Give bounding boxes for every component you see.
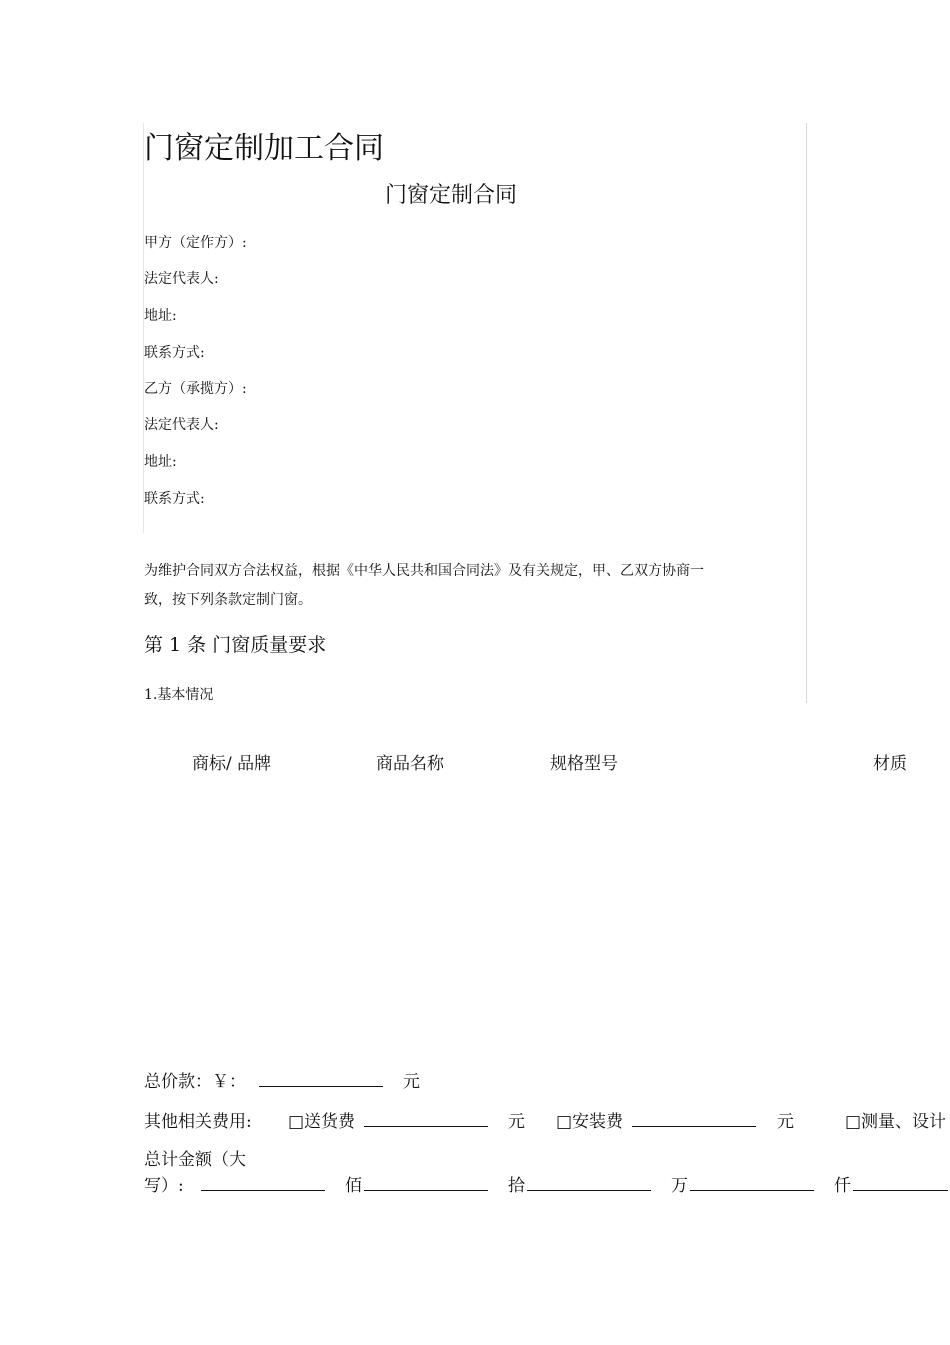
party-a-rep: 法定代表人: — [144, 271, 219, 287]
delivery-fee-unit: 元 — [508, 1112, 525, 1132]
intro-paragraph-line1: 为维护合同双方合法权益，根据《中华人民共和国合同法》及有关规定，甲、乙双方协商一 — [144, 563, 704, 579]
total-caps-label-line1: 总计金额（大 — [144, 1150, 246, 1170]
total-price-label: 总价款：￥： — [144, 1072, 246, 1092]
section-1-title: 第 1 条 门窗质量要求 — [144, 634, 327, 656]
party-b-contact: 联系方式: — [144, 491, 205, 507]
install-fee-blank[interactable] — [632, 1110, 756, 1127]
other-fees-label: 其他相关费用: — [144, 1112, 252, 1132]
document-title: 门窗定制加工合同 — [144, 131, 384, 166]
right-margin-line — [806, 123, 807, 703]
total-caps-blank-2[interactable] — [364, 1174, 488, 1191]
delivery-fee-checkbox[interactable]: □送货费 — [288, 1112, 356, 1132]
left-margin-line — [143, 123, 144, 533]
contract-title: 门窗定制合同 — [385, 183, 518, 208]
total-caps-blank-4[interactable] — [690, 1174, 814, 1191]
table-header-material: 材质 — [873, 754, 907, 774]
section-1-subtitle: 1.基本情况 — [144, 687, 214, 703]
party-a-contact: 联系方式: — [144, 345, 205, 361]
install-fee-checkbox[interactable]: □安装费 — [556, 1112, 624, 1132]
total-caps-blank-3[interactable] — [527, 1174, 651, 1191]
unit-shi: 拾 — [508, 1176, 525, 1196]
total-caps-blank-1[interactable] — [201, 1174, 325, 1191]
total-price-blank[interactable] — [259, 1070, 383, 1087]
measure-design-checkbox[interactable]: □测量、设计 — [845, 1112, 947, 1132]
party-a-label: 甲方（定作方）: — [144, 235, 247, 251]
total-price-unit: 元 — [403, 1072, 420, 1092]
table-header-brand: 商标/ 品牌 — [192, 754, 272, 774]
total-caps-blank-5[interactable] — [853, 1174, 948, 1191]
unit-qian: 仟 — [834, 1176, 851, 1196]
party-b-label: 乙方（承揽方）: — [144, 381, 247, 397]
delivery-fee-blank[interactable] — [364, 1110, 488, 1127]
table-header-spec: 规格型号 — [550, 754, 618, 774]
install-fee-unit: 元 — [777, 1112, 794, 1132]
intro-paragraph-line2: 致，按下列条款定制门窗。 — [144, 592, 312, 608]
party-b-address: 地址: — [144, 454, 177, 470]
unit-bai: 佰 — [345, 1176, 362, 1196]
unit-wan: 万 — [671, 1176, 688, 1196]
total-caps-label-line2: 写）: — [144, 1176, 184, 1196]
table-header-product-name: 商品名称 — [376, 754, 444, 774]
party-a-address: 地址: — [144, 308, 177, 324]
party-b-rep: 法定代表人: — [144, 417, 219, 433]
